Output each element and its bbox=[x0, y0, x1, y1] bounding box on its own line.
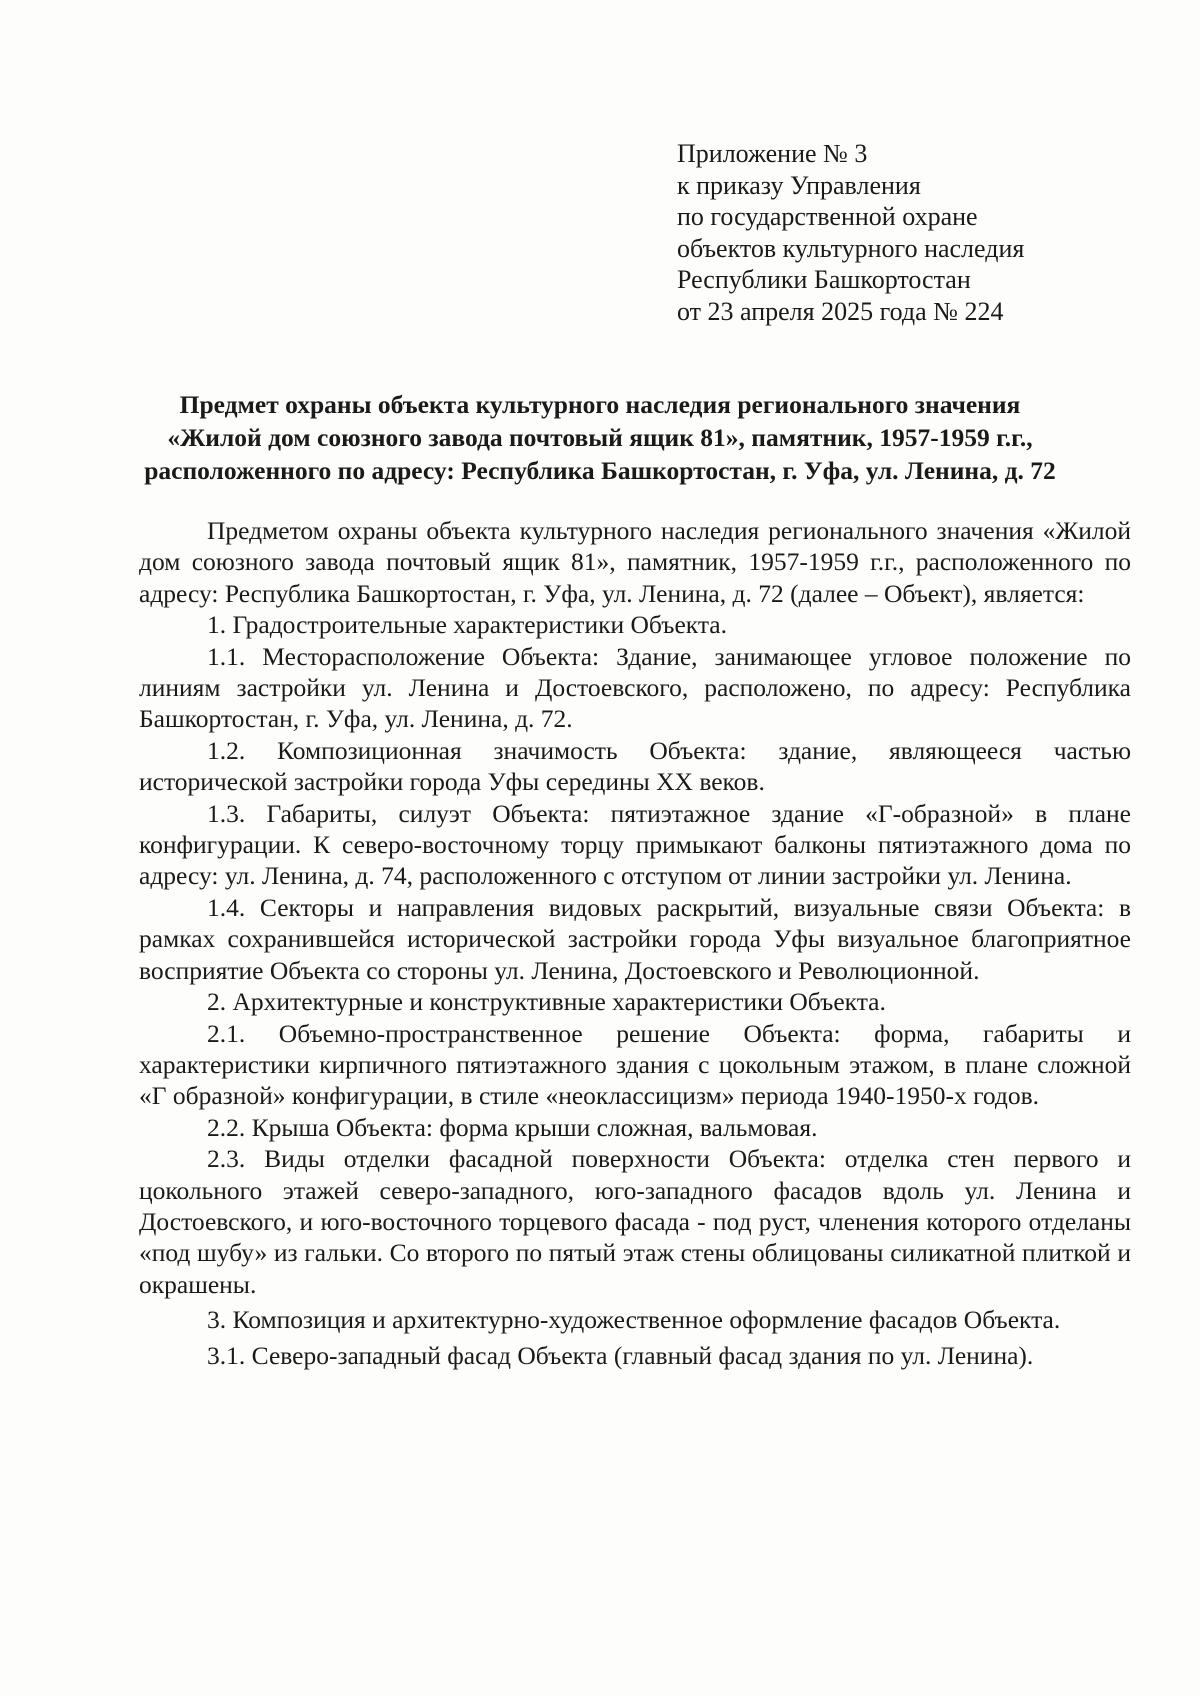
body-paragraph: 2. Архитектурные и конструктивные характеристики Объекта. bbox=[207, 987, 886, 1017]
body-paragraph: 1.4. Секторы и направления видовых раскрытий, визуальные связи Объекта: в рамках сохранившейся исторической застройки города Уфы визуальное благоприятное восприятие Объекта со стороны ул. Ленина, Достоевского и Революционной. bbox=[139, 892, 1131, 985]
body-paragraph: 3.1. Северо-западный фасад Объекта (главный фасад здания по ул. Ленина). bbox=[207, 1340, 1034, 1370]
body-paragraph: 1. Градостроительные характеристики Объекта. bbox=[207, 610, 727, 640]
title-line: расположенного по адресу: Республика Башкортостан, г. Уфа, ул. Ленина, д. 72 bbox=[144, 456, 1056, 485]
appendix-line: к приказу Управления bbox=[677, 170, 921, 200]
document-body bbox=[139, 515, 1131, 1371]
title-line: «Жилой дом союзного завода почтовый ящик 81», памятник, 1957-1959 г.г., bbox=[167, 423, 1033, 452]
body-paragraph: 3. Композиция и архитектурно-художественное оформление фасадов Объекта. bbox=[207, 1305, 1061, 1335]
body-paragraph: 2.1. Объемно-пространственное решение Объекта: форма, габариты и характеристики кирпичного пятиэтажного здания с цокольным этажом, в плане сложной «Г образной» конфигурации, в стиле «неоклассицизм» периода 1940-1950-х годов. bbox=[139, 1018, 1131, 1111]
appendix-line: Приложение № 3 bbox=[677, 139, 868, 168]
appendix-line: от 23 апреля 2025 года № 224 bbox=[677, 296, 1004, 326]
appendix-line: Республики Башкортостан bbox=[677, 265, 971, 294]
appendix-line: объектов культурного наследия bbox=[677, 233, 1025, 263]
body-paragraph: 2.3. Виды отделки фасадной поверхности Объекта: отделка стен первого и цокольного этажей северо-западного, юго-западного фасадов вдоль ул. Ленина и Достоевского, и юго-восточного торцевого фасада - под руст, членения которого отделаны «под шубу» из гальки. Со второго по пятый этаж стены облицованы силикатной плиткой и окрашены. bbox=[139, 1144, 1131, 1299]
title-line: Предмет охраны объекта культурного наследия регионального значения bbox=[179, 390, 1021, 419]
appendix-header bbox=[677, 138, 1024, 327]
body-paragraph: 1.2. Композиционная значимость Объекта: здание, являющееся частью исторической застройки города Уфы середины XX веков. bbox=[139, 735, 1131, 797]
body-paragraph: Предметом охраны объекта культурного наследия регионального значения «Жилой дом союзного завода почтовый ящик 81», памятник, 1957-1959 г.г., расположенного по адресу: Республика Башкортостан, г. Уфа, ул. Ленина, д. 72 (далее – Объект), является: bbox=[139, 516, 1131, 608]
body-paragraph: 2.2. Крыша Объекта: форма крыши сложная, вальмовая. bbox=[207, 1112, 818, 1142]
appendix-line: по государственной охране bbox=[677, 202, 978, 231]
body-paragraph: 1.3. Габариты, силуэт Объекта: пятиэтажное здание «Г-образной» в плане конфигурации. К северо-восточному торцу примыкают балконы пятиэтажного дома по адресу: ул. Ленина, д. 74, расположенного с отступом от линии застройки ул. Ленина. bbox=[139, 798, 1131, 891]
body-paragraph: 1.1. Месторасположение Объекта: Здание, занимающее угловое положение по линиям застройки ул. Ленина и Достоевского, расположено, по адресу: Республика Башкортостан, г. Уфа, ул. Ленина, д. 72. bbox=[139, 641, 1131, 734]
document-title bbox=[100, 388, 1100, 487]
